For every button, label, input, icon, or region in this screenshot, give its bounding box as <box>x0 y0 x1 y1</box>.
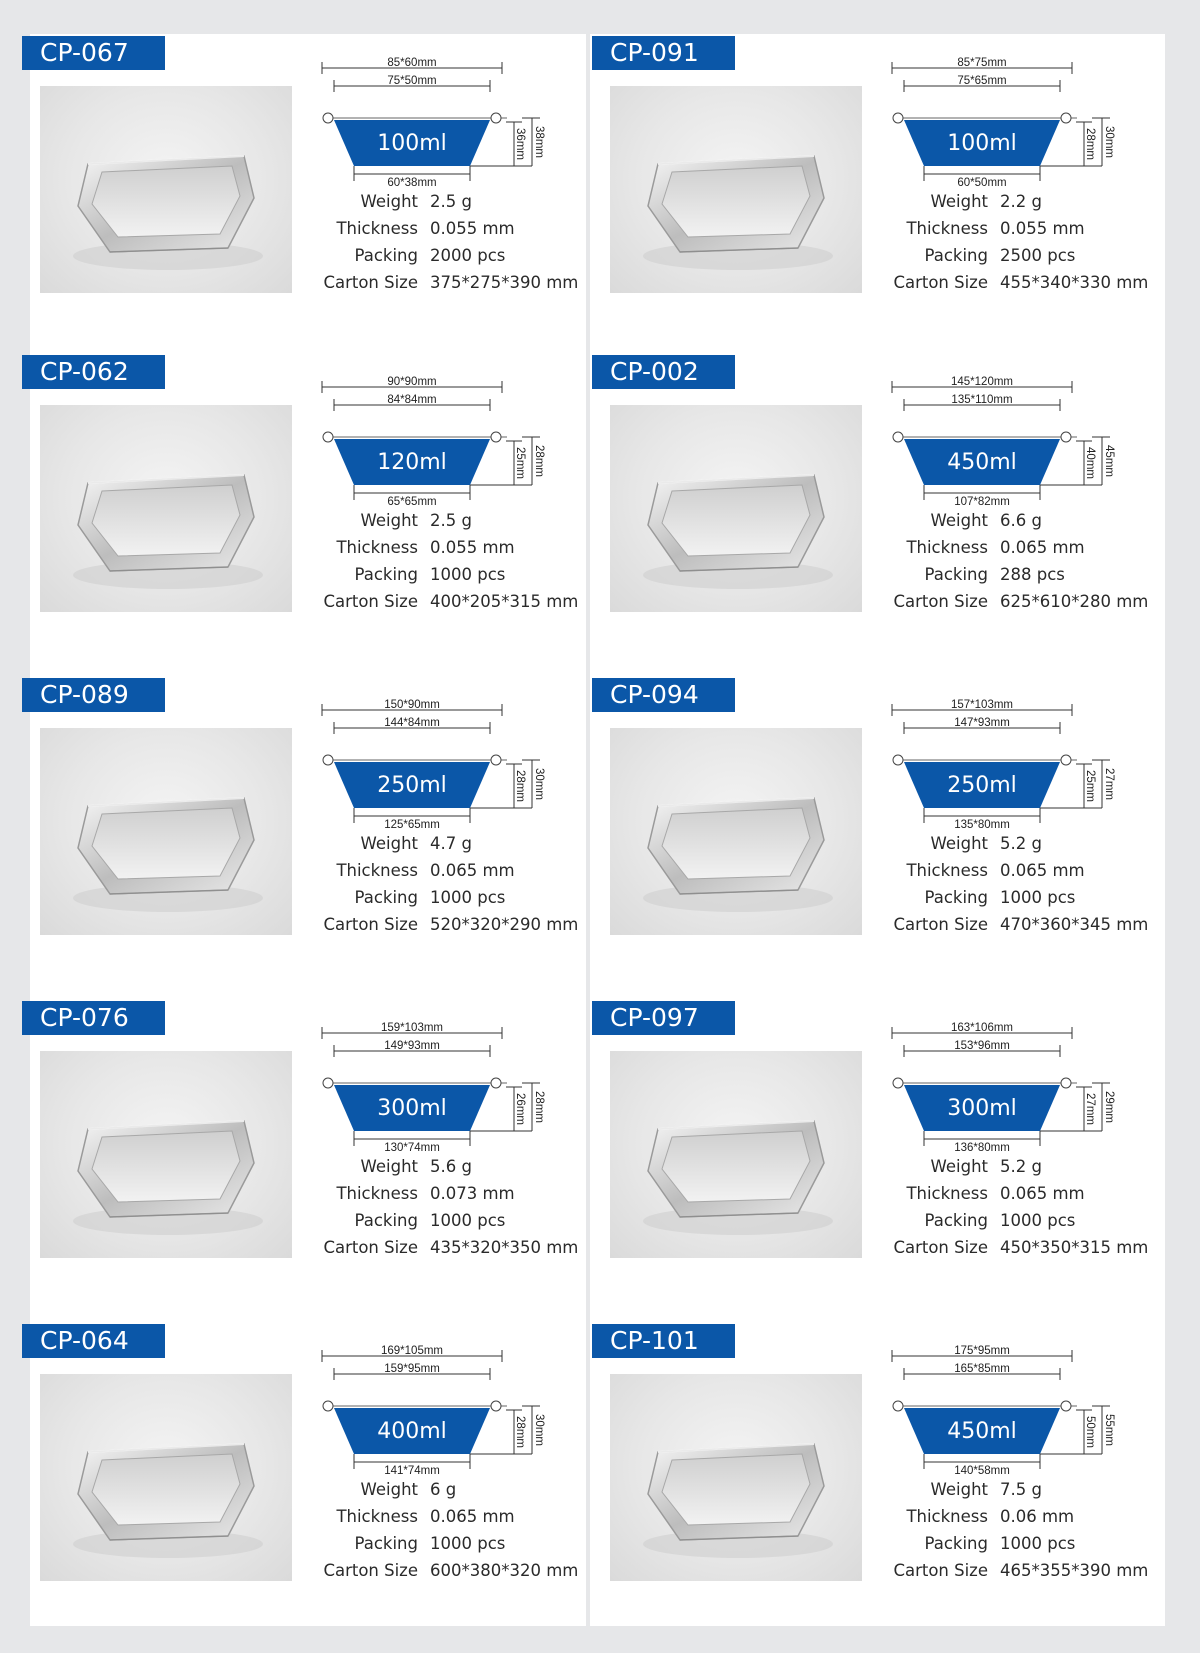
top-outer-dimension: 175*95mm <box>954 1345 1010 1357</box>
spec-label: Carton Size <box>323 273 418 292</box>
spec-label: Weight <box>930 1157 988 1176</box>
packing-value: 1000 pcs <box>1000 1534 1076 1553</box>
product-code-tab: CP-064 <box>22 1324 165 1358</box>
spec-label: Carton Size <box>893 1561 988 1580</box>
spec-label: Thickness <box>336 1507 418 1526</box>
weight-value: 6 g <box>430 1480 457 1499</box>
product-card <box>22 1324 592 1624</box>
spec-row-weight <box>882 1153 1162 1180</box>
outer-height-dimension: 30mm <box>1103 126 1115 158</box>
product-photo <box>610 1051 862 1258</box>
inner-height-dimension: 28mm <box>1084 128 1096 160</box>
spec-row-thickness <box>312 534 592 561</box>
spec-label: Thickness <box>336 1184 418 1203</box>
bottom-dimension: 60*38mm <box>387 177 437 189</box>
outer-height-dimension: 28mm <box>533 1091 545 1123</box>
top-outer-dimension: 90*90mm <box>387 376 437 388</box>
spec-row-packing <box>312 242 592 269</box>
thickness-value: 0.055 mm <box>430 219 515 238</box>
foil-tray-image <box>40 1051 292 1258</box>
bottom-dimension: 136*80mm <box>954 1142 1010 1154</box>
product-photo <box>610 1374 862 1581</box>
spec-label: Thickness <box>906 1507 988 1526</box>
spec-label: Thickness <box>336 538 418 557</box>
outer-height-dimension: 38mm <box>533 126 545 158</box>
spec-label: Weight <box>360 192 418 211</box>
capacity-label: 250ml <box>947 773 1017 798</box>
spec-label: Packing <box>354 565 418 584</box>
weight-value: 2.5 g <box>430 511 472 530</box>
spec-row-packing <box>312 561 592 588</box>
spec-label: Weight <box>360 1480 418 1499</box>
weight-value: 2.2 g <box>1000 192 1042 211</box>
dimension-diagram <box>882 375 1122 508</box>
dimension-diagram <box>882 698 1122 831</box>
foil-tray-image <box>40 728 292 935</box>
carton-size-value: 375*275*390 mm <box>430 273 579 292</box>
carton-size-value: 600*380*320 mm <box>430 1561 579 1580</box>
bottom-dimension: 140*58mm <box>954 1465 1010 1477</box>
capacity-label: 250ml <box>377 773 447 798</box>
spec-row-carton-size <box>882 588 1162 615</box>
product-code-tab: CP-101 <box>592 1324 735 1358</box>
spec-row-packing <box>312 884 592 911</box>
carton-size-value: 470*360*345 mm <box>1000 915 1149 934</box>
inner-height-dimension: 28mm <box>514 770 526 802</box>
spec-row-weight <box>312 507 592 534</box>
top-inner-dimension: 75*50mm <box>387 75 437 87</box>
spec-row-weight <box>312 830 592 857</box>
product-photo <box>610 405 862 612</box>
weight-value: 2.5 g <box>430 192 472 211</box>
foil-tray-image <box>40 1374 292 1581</box>
packing-value: 2500 pcs <box>1000 246 1076 265</box>
capacity-label: 100ml <box>947 131 1017 156</box>
bottom-dimension: 65*65mm <box>387 496 437 508</box>
spec-label: Weight <box>930 192 988 211</box>
product-photo <box>610 728 862 935</box>
spec-label: Thickness <box>336 219 418 238</box>
capacity-label: 100ml <box>377 131 447 156</box>
dimension-diagram <box>312 375 552 508</box>
top-inner-dimension: 144*84mm <box>384 717 440 729</box>
spec-list <box>312 1153 592 1261</box>
weight-value: 7.5 g <box>1000 1480 1042 1499</box>
spec-label: Carton Size <box>893 1238 988 1257</box>
product-card <box>592 1001 1162 1301</box>
top-outer-dimension: 157*103mm <box>950 699 1014 711</box>
spec-list <box>312 507 592 615</box>
spec-label: Packing <box>924 1211 988 1230</box>
packing-value: 1000 pcs <box>430 1211 506 1230</box>
spec-row-thickness <box>312 857 592 884</box>
capacity-label: 300ml <box>947 1096 1017 1121</box>
spec-label: Weight <box>930 834 988 853</box>
spec-label: Packing <box>354 246 418 265</box>
thickness-value: 0.055 mm <box>1000 219 1085 238</box>
dimension-diagram <box>882 56 1122 189</box>
top-inner-dimension: 159*95mm <box>384 1363 440 1375</box>
product-card <box>592 355 1162 655</box>
spec-label: Carton Size <box>893 273 988 292</box>
foil-tray-image <box>40 86 292 293</box>
spec-row-weight <box>882 1476 1162 1503</box>
packing-value: 288 pcs <box>1000 565 1065 584</box>
spec-row-packing <box>882 884 1162 911</box>
bottom-dimension: 125*65mm <box>384 819 440 831</box>
spec-label: Carton Size <box>323 592 418 611</box>
thickness-value: 0.065 mm <box>1000 1184 1085 1203</box>
top-inner-dimension: 149*93mm <box>384 1040 440 1052</box>
thickness-value: 0.065 mm <box>430 861 515 880</box>
product-photo <box>40 1051 292 1258</box>
outer-height-dimension: 30mm <box>533 1414 545 1446</box>
spec-label: Thickness <box>906 219 988 238</box>
inner-height-dimension: 25mm <box>514 447 526 479</box>
spec-row-weight <box>882 188 1162 215</box>
spec-row-weight <box>312 188 592 215</box>
spec-row-thickness <box>882 1180 1162 1207</box>
foil-tray-image <box>40 405 292 612</box>
weight-value: 5.2 g <box>1000 834 1042 853</box>
weight-value: 5.2 g <box>1000 1157 1042 1176</box>
spec-label: Weight <box>360 834 418 853</box>
spec-label: Carton Size <box>893 592 988 611</box>
spec-label: Weight <box>930 511 988 530</box>
product-card <box>22 36 592 336</box>
spec-row-packing <box>882 561 1162 588</box>
outer-height-dimension: 55mm <box>1103 1414 1115 1446</box>
spec-row-carton-size <box>882 269 1162 296</box>
spec-row-carton-size <box>882 1234 1162 1261</box>
product-card <box>22 678 592 978</box>
thickness-value: 0.055 mm <box>430 538 515 557</box>
spec-row-weight <box>312 1476 592 1503</box>
inner-height-dimension: 36mm <box>514 128 526 160</box>
product-code-tab: CP-002 <box>592 355 735 389</box>
weight-value: 4.7 g <box>430 834 472 853</box>
spec-row-carton-size <box>312 588 592 615</box>
inner-height-dimension: 50mm <box>1084 1416 1096 1448</box>
dimension-diagram <box>312 1344 552 1477</box>
capacity-label: 300ml <box>377 1096 447 1121</box>
spec-list <box>882 1153 1162 1261</box>
capacity-label: 120ml <box>377 450 447 475</box>
foil-tray-image <box>610 405 862 612</box>
top-outer-dimension: 145*120mm <box>950 376 1014 388</box>
thickness-value: 0.06 mm <box>1000 1507 1075 1526</box>
spec-label: Thickness <box>906 1184 988 1203</box>
dimension-diagram <box>312 698 552 831</box>
top-inner-dimension: 135*110mm <box>951 394 1013 406</box>
capacity-label: 450ml <box>947 1419 1017 1444</box>
foil-tray-image <box>610 728 862 935</box>
spec-row-thickness <box>882 534 1162 561</box>
capacity-label: 450ml <box>947 450 1017 475</box>
outer-height-dimension: 45mm <box>1103 445 1115 477</box>
outer-height-dimension: 28mm <box>533 445 545 477</box>
spec-row-packing <box>882 1207 1162 1234</box>
top-inner-dimension: 75*65mm <box>957 75 1007 87</box>
carton-size-value: 465*355*390 mm <box>1000 1561 1149 1580</box>
outer-height-dimension: 27mm <box>1103 768 1115 800</box>
spec-row-carton-size <box>312 911 592 938</box>
product-code-tab: CP-091 <box>592 36 735 70</box>
spec-label: Packing <box>924 246 988 265</box>
spec-row-weight <box>882 830 1162 857</box>
spec-list <box>882 188 1162 296</box>
spec-list <box>312 188 592 296</box>
thickness-value: 0.073 mm <box>430 1184 515 1203</box>
product-code-tab: CP-076 <box>22 1001 165 1035</box>
spec-row-packing <box>312 1207 592 1234</box>
packing-value: 2000 pcs <box>430 246 506 265</box>
foil-tray-image <box>610 1374 862 1581</box>
carton-size-value: 455*340*330 mm <box>1000 273 1149 292</box>
spec-label: Weight <box>930 1480 988 1499</box>
weight-value: 5.6 g <box>430 1157 472 1176</box>
product-card <box>592 1324 1162 1624</box>
spec-label: Packing <box>354 1211 418 1230</box>
carton-size-value: 520*320*290 mm <box>430 915 579 934</box>
spec-label: Carton Size <box>323 1238 418 1257</box>
spec-row-thickness <box>882 857 1162 884</box>
spec-row-packing <box>882 1530 1162 1557</box>
spec-label: Packing <box>354 1534 418 1553</box>
product-code-tab: CP-067 <box>22 36 165 70</box>
top-outer-dimension: 150*90mm <box>384 699 440 711</box>
spec-row-packing <box>312 1530 592 1557</box>
spec-list <box>312 1476 592 1584</box>
inner-height-dimension: 28mm <box>514 1416 526 1448</box>
outer-height-dimension: 29mm <box>1103 1091 1115 1123</box>
inner-height-dimension: 26mm <box>514 1093 526 1125</box>
top-inner-dimension: 84*84mm <box>387 394 437 406</box>
spec-label: Thickness <box>336 861 418 880</box>
packing-value: 1000 pcs <box>1000 888 1076 907</box>
spec-row-packing <box>882 242 1162 269</box>
product-photo <box>40 1374 292 1581</box>
packing-value: 1000 pcs <box>1000 1211 1076 1230</box>
top-inner-dimension: 165*85mm <box>954 1363 1010 1375</box>
packing-value: 1000 pcs <box>430 1534 506 1553</box>
foil-tray-image <box>610 1051 862 1258</box>
spec-row-carton-size <box>312 1234 592 1261</box>
dimension-diagram <box>882 1344 1122 1477</box>
outer-height-dimension: 30mm <box>533 768 545 800</box>
packing-value: 1000 pcs <box>430 565 506 584</box>
spec-row-carton-size <box>882 1557 1162 1584</box>
top-inner-dimension: 153*96mm <box>954 1040 1010 1052</box>
bottom-dimension: 135*80mm <box>954 819 1010 831</box>
spec-row-carton-size <box>882 911 1162 938</box>
spec-label: Packing <box>924 565 988 584</box>
foil-tray-image <box>610 86 862 293</box>
spec-label: Carton Size <box>323 1561 418 1580</box>
product-code-tab: CP-094 <box>592 678 735 712</box>
spec-row-weight <box>882 507 1162 534</box>
spec-label: Packing <box>354 888 418 907</box>
spec-label: Carton Size <box>323 915 418 934</box>
packing-value: 1000 pcs <box>430 888 506 907</box>
product-photo <box>40 728 292 935</box>
top-outer-dimension: 85*60mm <box>387 57 437 69</box>
product-photo <box>40 405 292 612</box>
bottom-dimension: 60*50mm <box>957 177 1007 189</box>
thickness-value: 0.065 mm <box>1000 538 1085 557</box>
dimension-diagram <box>882 1021 1122 1154</box>
bottom-dimension: 130*74mm <box>384 1142 440 1154</box>
product-card <box>592 36 1162 336</box>
thickness-value: 0.065 mm <box>430 1507 515 1526</box>
weight-value: 6.6 g <box>1000 511 1042 530</box>
spec-row-thickness <box>882 1503 1162 1530</box>
top-outer-dimension: 163*106mm <box>950 1022 1014 1034</box>
spec-label: Weight <box>360 511 418 530</box>
spec-row-thickness <box>312 1180 592 1207</box>
top-inner-dimension: 147*93mm <box>954 717 1010 729</box>
spec-list <box>882 830 1162 938</box>
spec-label: Packing <box>924 888 988 907</box>
spec-list <box>882 1476 1162 1584</box>
product-code-tab: CP-089 <box>22 678 165 712</box>
top-outer-dimension: 159*103mm <box>380 1022 444 1034</box>
spec-row-thickness <box>312 215 592 242</box>
capacity-label: 400ml <box>377 1419 447 1444</box>
product-card <box>592 678 1162 978</box>
spec-row-carton-size <box>312 269 592 296</box>
dimension-diagram <box>312 1021 552 1154</box>
product-code-tab: CP-097 <box>592 1001 735 1035</box>
spec-row-thickness <box>882 215 1162 242</box>
product-card <box>22 355 592 655</box>
product-photo <box>40 86 292 293</box>
spec-label: Thickness <box>906 538 988 557</box>
spec-label: Weight <box>360 1157 418 1176</box>
spec-label: Thickness <box>906 861 988 880</box>
thickness-value: 0.065 mm <box>1000 861 1085 880</box>
spec-label: Carton Size <box>893 915 988 934</box>
spec-row-weight <box>312 1153 592 1180</box>
product-photo <box>610 86 862 293</box>
inner-height-dimension: 40mm <box>1084 447 1096 479</box>
spec-label: Packing <box>924 1534 988 1553</box>
bottom-dimension: 107*82mm <box>954 496 1010 508</box>
spec-row-thickness <box>312 1503 592 1530</box>
inner-height-dimension: 25mm <box>1084 770 1096 802</box>
spec-list <box>882 507 1162 615</box>
spec-row-carton-size <box>312 1557 592 1584</box>
carton-size-value: 435*320*350 mm <box>430 1238 579 1257</box>
carton-size-value: 450*350*315 mm <box>1000 1238 1149 1257</box>
spec-list <box>312 830 592 938</box>
top-outer-dimension: 85*75mm <box>957 57 1007 69</box>
carton-size-value: 625*610*280 mm <box>1000 592 1149 611</box>
dimension-diagram <box>312 56 552 189</box>
product-code-tab: CP-062 <box>22 355 165 389</box>
inner-height-dimension: 27mm <box>1084 1093 1096 1125</box>
product-card <box>22 1001 592 1301</box>
top-outer-dimension: 169*105mm <box>380 1345 444 1357</box>
carton-size-value: 400*205*315 mm <box>430 592 579 611</box>
bottom-dimension: 141*74mm <box>384 1465 440 1477</box>
